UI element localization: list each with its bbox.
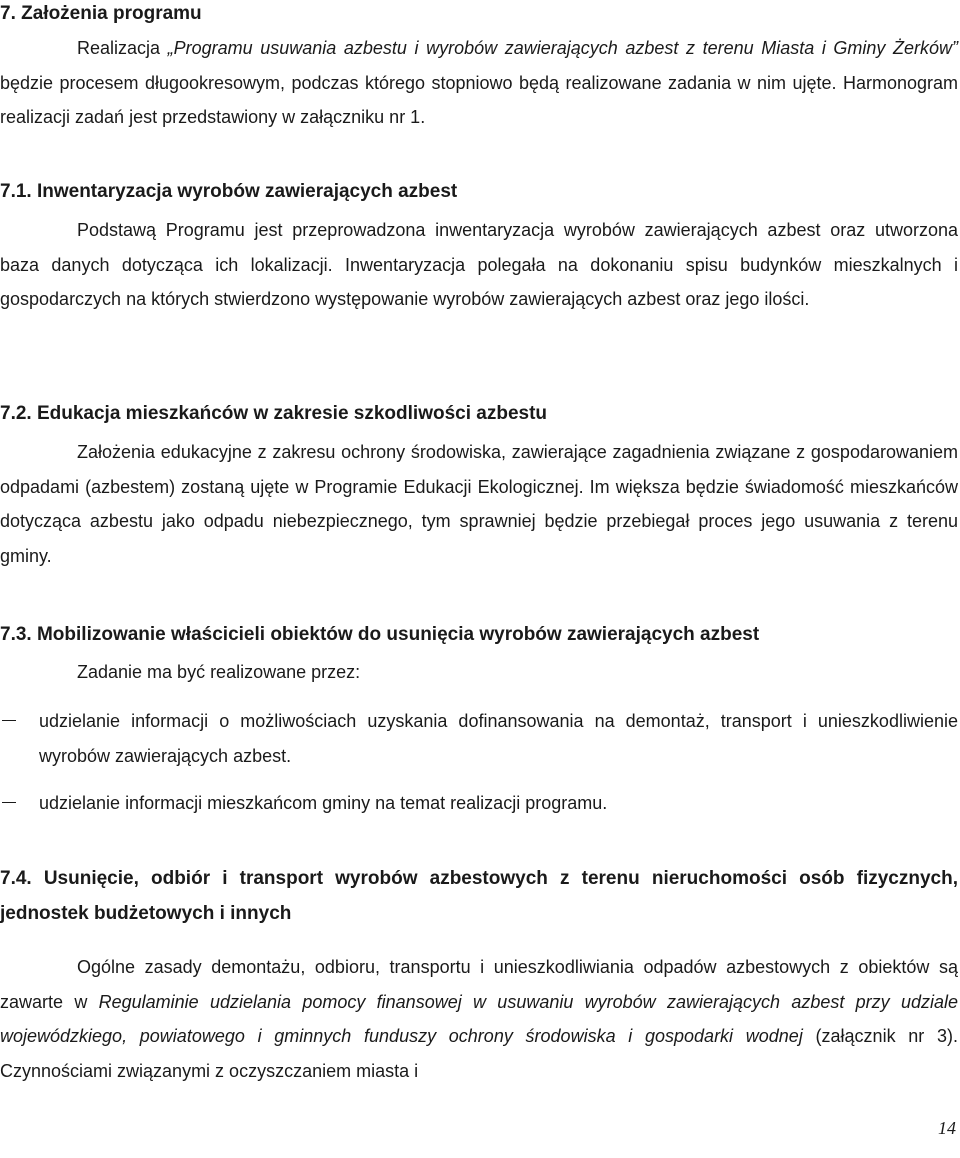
section-7-paragraph bbox=[0, 31, 958, 135]
page-number: 14 bbox=[938, 1118, 956, 1138]
list-item bbox=[0, 786, 958, 821]
list-item bbox=[0, 704, 958, 773]
program-title: „Programu usuwania azbestu i wyrobów zawierających azbest z terenu Miasta i Gminy Żerków” bbox=[167, 38, 959, 58]
section-7-3-intro: Zadanie ma być realizowane przez: bbox=[77, 662, 361, 682]
list-item-text: udzielanie informacji o możliwościach uzyskania dofinansowania na demontaż, transport i unieszkodliwienie wyrobów zawierających azbest. bbox=[39, 711, 958, 766]
list-item-text: udzielanie informacji mieszkańcom gminy na temat realizacji programu. bbox=[39, 793, 608, 813]
dash-bullet-icon bbox=[2, 802, 16, 803]
section-7-4-paragraph bbox=[0, 950, 958, 1088]
section-heading-7-3: 7.3. Mobilizowanie właścicieli obiektów do usunięcia wyrobów zawierających azbest bbox=[0, 624, 760, 645]
section-7-4-text-post: (załącznik nr 3). Czynnościami związanymi z oczyszczaniem miasta i bbox=[0, 1026, 959, 1081]
section-7-text-pre: Realizacja bbox=[77, 38, 168, 58]
section-heading-7-2: 7.2. Edukacja mieszkańców w zakresie szkodliwości azbestu bbox=[0, 403, 548, 424]
section-7-4-text-pre: Ogólne zasady demontażu, odbioru, transportu i unieszkodliwiania odpadów azbestowych z obiektów są zawarte w bbox=[0, 957, 958, 1012]
section-heading-7-4: 7.4. Usunięcie, odbiór i transport wyrobów azbestowych z terenu nieruchomości osób fizycznych, jednostek budżetowych i innych bbox=[0, 868, 958, 924]
dash-bullet-icon bbox=[2, 720, 16, 721]
section-heading-7-1: 7.1. Inwentaryzacja wyrobów zawierających azbest bbox=[0, 181, 458, 202]
regulation-title: Regulaminie udzielania pomocy finansowej w usuwaniu wyrobów zawierających azbest przy udziale wojewódzkiego, powiatowego i gminnych funduszy ochrony środowiska i gospodarki wodnej bbox=[0, 991, 958, 1046]
section-7-1-paragraph: Podstawą Programu jest przeprowadzona inwentaryzacja wyrobów zawierających azbest oraz utworzona baza danych dotycząca ich lokalizacji. Inwentaryzacja polegała na dokonaniu spisu budynków mieszkalnych i gospodarczych na których stwierdzono występowanie wyrobów zawierających azbest oraz jego ilości. bbox=[0, 220, 958, 309]
section-heading-7: 7. Założenia programu bbox=[0, 3, 202, 24]
section-7-2-paragraph: Założenia edukacyjne z zakresu ochrony środowiska, zawierające zagadnienia związane z gospodarowaniem odpadami (azbestem) zostaną ujęte w Programie Edukacji Ekologicznej. Im większa będzie świadomość mieszkańców dotycząca azbestu jako odpadu niebezpiecznego, tym sprawniej będzie przebiegał proces jego usuwania z terenu gminy. bbox=[0, 442, 958, 566]
section-7-text-post: będzie procesem długookresowym, podczas którego stopniowo będą realizowane zadania w nim ujęte. Harmonogram realizacji zadań jest przedstawiony w załączniku nr 1. bbox=[0, 72, 958, 127]
